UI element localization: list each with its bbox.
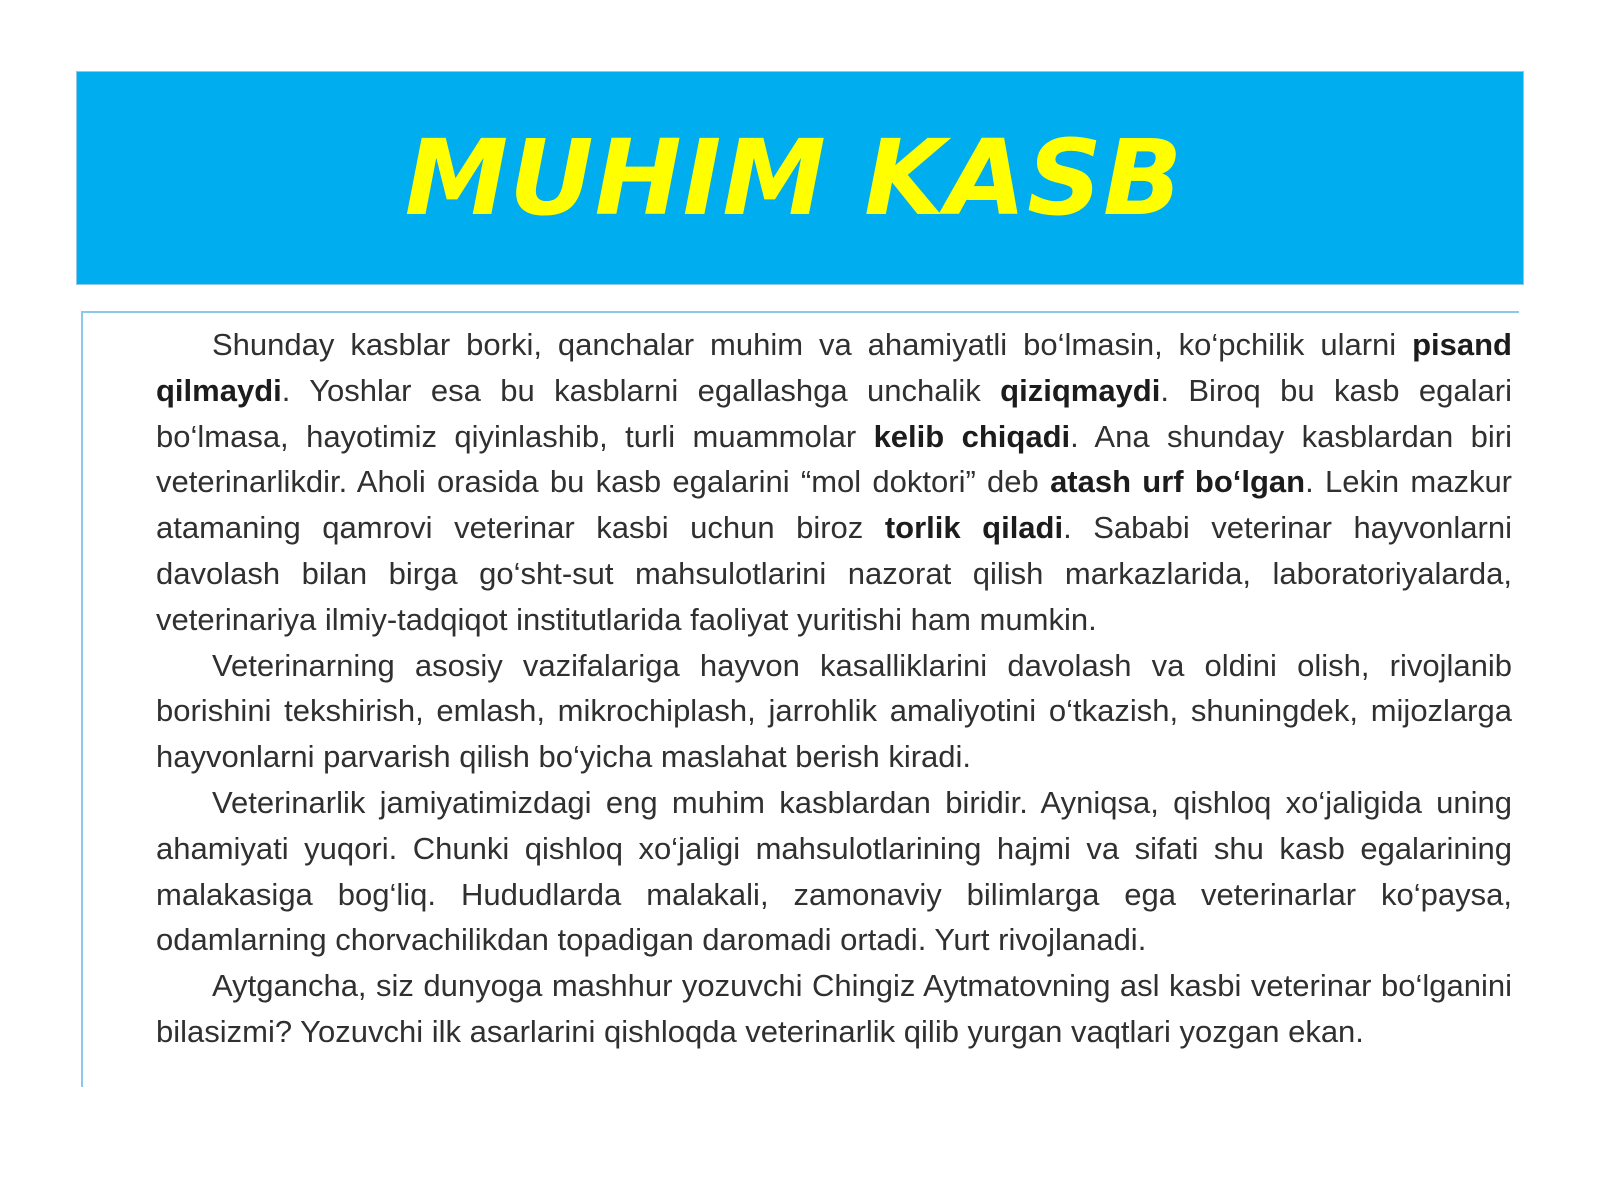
text-segment: . Ana shunday kasblardan biri veterinarlikdir. Aholi orasida bu kasb egalarini “mol doktori” deb [156, 418, 1512, 500]
paragraph-1 [156, 322, 1512, 643]
bold-phrase: kelib chiqadi [873, 418, 1071, 454]
bold-phrase: atash urf bo‘lgan [1050, 464, 1306, 500]
text-segment: . Biroq bu kasb egalari bo‘lmasa, hayotimiz qiyinlashib, turli muammolar [156, 372, 1512, 454]
bold-phrase: qiziqmaydi [1000, 372, 1161, 408]
bold-phrase: pisand qilmaydi [156, 327, 1512, 408]
text-segment: . Yoshlar esa bu kasblarni egallashga unchalik [281, 372, 1001, 408]
paragraph-2: Veterinarning asosiy vazifalariga hayvon kasalliklarini davolash va oldini olish, rivojlanib borishini tekshirish, emlash, mikrochiplash, jarrohlik amaliyotini o‘tkazish, shuningdek, mijozlarga hayvonlarni parvarish qilish bo‘yicha maslahat berish kiradi. [156, 647, 1512, 775]
article-body [156, 322, 1512, 1055]
text-segment: . Lekin mazkur atamaning qamrovi veterinar kasbi uchun biroz [156, 464, 1513, 546]
page-title: MUHIM KASB [404, 117, 1184, 239]
title-banner [76, 71, 1524, 285]
text-segment: . Sababi veterinar hayvonlarni davolash bilan birga go‘sht-sut mahsulotlarini nazorat qilish markazlarida, laboratoriyalarda, veterinariya ilmiy-tadqiqot institutlarida faoliyat yuritishi ham mumkin. [156, 510, 1512, 637]
paragraph-4: Aytgancha, siz dunyoga mashhur yozuvchi Chingiz Aytmatovning asl kasbi veterinar bo‘lganini bilasizmi? Yozuvchi ilk asarlarini qishloqda veterinarlik qilib yurgan vaqtlari yozgan ekan. [156, 968, 1512, 1049]
paragraph-3: Veterinarlik jamiyatimizdagi eng muhim kasblardan biridir. Ayniqsa, qishloq xo‘jaligida uning ahamiyati yuqori. Chunki qishloq xo‘jaligi mahsulotlarining hajmi va sifati shu kasb egalarining malakasiga bog‘liq. Hududlarda malakali, zamonaviy bilimlarga ega veterinarlar ko‘paysa, odamlarning chorvachilikdan topadigan daromadi ortadi. Yurt rivojlanadi. [156, 784, 1512, 958]
text-segment: Shunday kasblar borki, qanchalar muhim va ahamiyatli bo‘lmasin, ko‘pchilik ularni [212, 327, 1413, 362]
bold-phrase: torlik qiladi [884, 510, 1064, 546]
